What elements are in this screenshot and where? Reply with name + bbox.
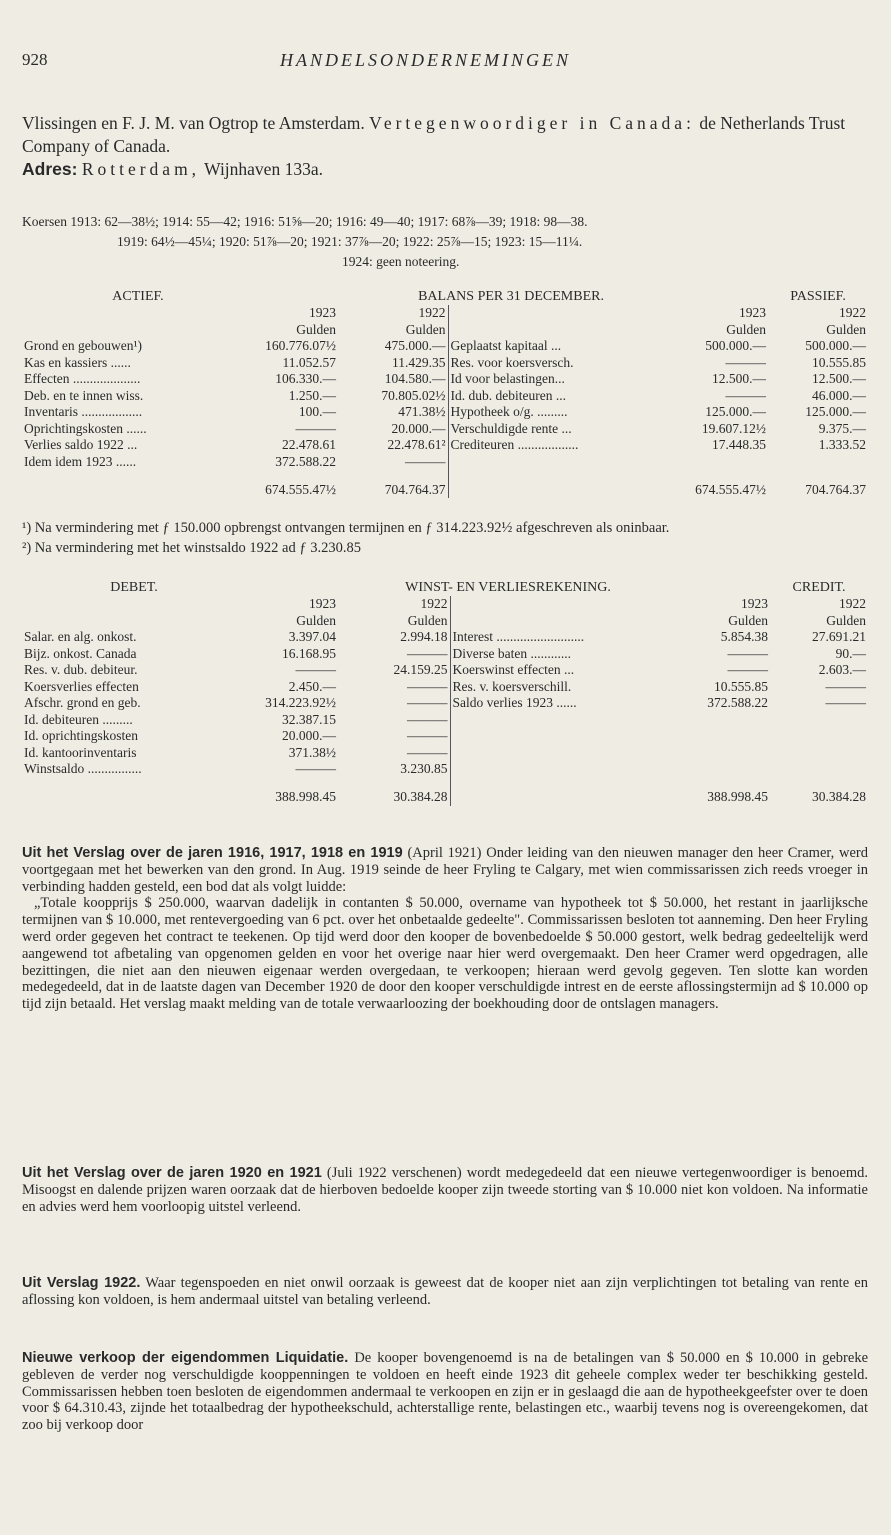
winst-total-d2: 30.384.28 — [393, 789, 448, 804]
balans-r-value-1923: 125.000.— — [705, 404, 767, 419]
winst-year-row — [22, 596, 868, 613]
balans-r-right-label: Res. voor koersversch. — [448, 355, 676, 372]
balans-title-row — [22, 283, 868, 305]
winst-year-d2: 1922 — [420, 596, 448, 611]
balans-unit-row — [22, 322, 868, 339]
winst-r-right-label — [450, 745, 680, 762]
balans-l-left-label: Idem idem 1923 ...... — [24, 453, 137, 469]
balans-r-value-1922: 500.000.— — [805, 338, 867, 353]
winst-r-right-label — [450, 728, 680, 745]
winst-r-right-label: Saldo verlies 1923 ...... — [450, 695, 680, 712]
winst-year-d1: 1923 — [309, 596, 336, 611]
winst-l-left-label: Bijz. onkost. Canada — [24, 645, 137, 661]
balans-l-value-1922: 70.805.02½ — [381, 387, 446, 403]
balans-r-right-label: Crediteuren .................. — [448, 437, 676, 454]
winst-l-value-1922: ——— — [407, 695, 448, 710]
footnote-2: ²) Na vermindering met het winstsaldo 1922 ad ƒ 3.230.85 — [22, 540, 361, 556]
verslag-1920-text: (Juli 1922 verschenen) wordt medegedeeld dat een nieuwe vertegenwoordiger is benoemd. Misoogst en dalende prijzen waren oorzaak dat de hierboven bedoelde kooper zijn tweede storting van $ 10.000 niet kon voldoen. Na informatie en advies werd hem voorloopig uitstel verleend. — [22, 1165, 868, 1215]
winst-r-value-1923: 5.854.38 — [720, 629, 769, 644]
winst-l-value-1923: 32.387.15 — [282, 711, 336, 727]
verslag-1920-section — [22, 1165, 868, 1215]
balans-r-right-label: Hypotheek o/g. ......... — [448, 404, 676, 421]
page-number: 928 — [22, 50, 48, 69]
balans-l-left-label: Grond en gebouwen¹) — [24, 338, 143, 353]
winst-row — [22, 712, 868, 729]
balans-row — [22, 338, 868, 355]
balans-r-right-label: Id voor belastingen... — [448, 371, 676, 388]
winst-l-left-label: Winstsaldo ................ — [24, 761, 142, 776]
winst-r-right-label: Koerswinst effecten ... — [450, 662, 680, 679]
balans-total-a1: 674.555.47½ — [265, 481, 336, 497]
balans-l-value-1923: 11.052.57 — [282, 354, 336, 370]
balans-row — [22, 388, 868, 405]
winst-r-right-label: Interest .......................... — [450, 629, 680, 646]
balans-title: BALANS PER 31 DECEMBER. — [418, 288, 604, 304]
verslag-1916-text1: (April 1921) Onder leiding van den nieuwen manager den heer Cramer, werd voortgegaan met het bewerken van den grond. In Aug. 1919 seinde de heer Fryling te Calgary, met wien commissarissen zich reeds vroeger in verbinding hadden gesteld, een bod dat als volgt luidde: — [22, 845, 869, 895]
balans-year-row — [22, 305, 868, 322]
balans-r-right-label: Id. dub. debiteuren ... — [448, 388, 676, 405]
winst-l-left-label: Afschr. grond en geb. — [24, 695, 141, 710]
balans-r-value-1922 — [768, 454, 868, 471]
winst-r-value-1923: ——— — [727, 662, 769, 677]
intro-line2: de Netherlands Trust Company of Canada. — [22, 113, 846, 156]
winst-row — [22, 629, 868, 646]
balans-r-value-1922: 9.375.— — [818, 420, 867, 436]
balans-l-value-1923: 106.330.— — [275, 371, 336, 386]
balans-r-value-1923: 19.607.12½ — [701, 420, 767, 436]
winst-year-c1: 1923 — [741, 596, 769, 611]
winst-total-d1: 388.998.45 — [275, 789, 336, 804]
balans-unit-p1: Gulden — [726, 321, 767, 337]
balans-l-left-label: Kas en kassiers ...... — [24, 354, 131, 370]
winst-l-value-1923: 16.168.95 — [282, 645, 336, 661]
winst-r-value-1923: 10.555.85 — [714, 678, 769, 694]
balans-year-a1: 1923 — [309, 305, 336, 320]
winst-row — [22, 695, 868, 712]
winst-row — [22, 646, 868, 663]
balans-l-left-label: Inventaris .................. — [24, 404, 143, 419]
balans-r-right-label: Verschuldigde rente ... — [448, 421, 676, 438]
balans-l-value-1922: 104.580.— — [384, 371, 446, 386]
balans-r-value-1922: 10.555.85 — [812, 354, 867, 370]
winst-row — [22, 761, 868, 778]
balans-body — [22, 338, 868, 470]
winst-body — [22, 629, 868, 778]
balans-year-p2: 1922 — [839, 305, 867, 320]
winst-right-label: CREDIT. — [792, 579, 846, 595]
winst-row — [22, 679, 868, 696]
winst-r-value-1922 — [770, 712, 868, 729]
winst-l-value-1923: ——— — [295, 761, 336, 776]
winst-left-label: DEBET. — [110, 579, 158, 595]
winst-r-value-1922: 90.— — [835, 645, 867, 661]
winst-l-left-label: Id. debiteuren ......... — [24, 711, 133, 727]
footnote-1: ¹) Na vermindering met ƒ 150.000 opbrengst ontvangen termijnen en ƒ 314.223.92½ afgeschreven als oninbaar. — [22, 520, 670, 536]
balans-row — [22, 404, 868, 421]
balans-l-left-label: Deb. en te innen wiss. — [24, 387, 144, 403]
balans-l-value-1922: 475.000.— — [384, 338, 446, 353]
balans-r-value-1923: ——— — [725, 387, 767, 403]
balans-l-left-label: Verlies saldo 1922 ... — [24, 437, 138, 452]
winst-unit-d1: Gulden — [296, 612, 336, 628]
winst-r-value-1922 — [770, 761, 868, 778]
winst-l-value-1922: ——— — [407, 645, 448, 661]
balans-unit-a1: Gulden — [296, 321, 336, 337]
winst-r-value-1922: ——— — [825, 695, 867, 710]
winst-row — [22, 662, 868, 679]
balans-l-value-1922: 20.000.— — [391, 420, 446, 436]
balans-l-value-1923: 22.478.61 — [282, 437, 336, 452]
balans-row — [22, 437, 868, 454]
adres-city: Rotterdam, — [81, 159, 201, 179]
winst-l-value-1923: 3.397.04 — [288, 629, 336, 644]
winst-l-value-1923: 2.450.— — [288, 678, 336, 694]
balans-r-value-1922: 1.333.52 — [818, 437, 867, 452]
balans-r-right-label: Geplaatst kapitaal ... — [448, 338, 676, 355]
winst-total-c2: 30.384.28 — [812, 789, 867, 804]
winst-row — [22, 745, 868, 762]
winst-row — [22, 728, 868, 745]
balans-table — [22, 283, 868, 498]
winst-r-value-1923: 372.588.22 — [707, 695, 769, 710]
balans-l-value-1922: 22.478.61² — [387, 437, 446, 452]
winst-r-value-1922: 27.691.21 — [812, 629, 867, 644]
winst-r-right-label: Diverse baten ............ — [450, 646, 680, 663]
winst-l-value-1922: ——— — [407, 711, 448, 727]
winst-l-value-1922: ——— — [407, 744, 448, 760]
balans-l-value-1922: 471.38½ — [398, 404, 446, 419]
winst-unit-c2: Gulden — [826, 612, 867, 628]
winst-unit-d2: Gulden — [407, 612, 448, 628]
running-title: HANDELSONDERNEMINGEN — [280, 50, 571, 70]
intro-line1: Vlissingen en F. J. M. van Ogtrop te Amsterdam. — [22, 113, 365, 133]
winst-r-value-1922 — [770, 745, 868, 762]
balans-row — [22, 355, 868, 372]
balans-total-p1: 674.555.47½ — [695, 481, 767, 497]
balans-year-p1: 1923 — [739, 305, 767, 320]
koersen-line2: 1919: 64½—45¼; 1920: 51⅞—20; 1921: 37⅞—20; 1922: 25⅞—15; 1923: 15—11¼. — [117, 234, 583, 249]
balans-row — [22, 421, 868, 438]
balans-l-value-1922: 11.429.35 — [392, 354, 446, 370]
winst-l-value-1922: 24.159.25 — [393, 662, 448, 677]
balans-unit-a2: Gulden — [405, 321, 446, 337]
winst-r-value-1922 — [770, 728, 868, 745]
winst-totals-row — [22, 778, 868, 806]
winst-l-value-1923: ——— — [295, 662, 336, 677]
verslag-1922-section — [22, 1275, 868, 1309]
winst-l-value-1922: ——— — [407, 678, 448, 694]
verkoop-heading: Nieuwe verkoop der eigendommen Liquidatie. — [22, 1350, 349, 1366]
winst-r-right-label: Res. v. koersverschill. — [450, 679, 680, 696]
winst-r-value-1923: ——— — [727, 645, 769, 661]
balans-row — [22, 454, 868, 471]
balans-r-value-1923: ——— — [725, 354, 767, 370]
verslag-1916-heading: Uit het Verslag over de jaren 1916, 1917, 1918 en 1919 — [22, 845, 403, 861]
balans-l-value-1922: ——— — [405, 453, 446, 469]
verkoop-section — [22, 1350, 868, 1434]
winst-title: WINST- EN VERLIESREKENING. — [405, 579, 611, 595]
verkoop-text: De kooper bovengenoemd is na de betalingen van $ 50.000 en $ 10.000 in gebreke gebleven de verder nog verschuldigde kooppenningen te voldoen en heeft einde 1923 dit geheele complex weder ter beschikking gesteld. Commissarissen hebben toen besloten de eigendommen andermaal te verkoopen en zijn er in geslaagd die aan de hypotheekgeefster over te doen voor $ 64.310.43, zijnde het totaalbedrag der hypotheekschuld, achterstallige rente, belastingen etc., waarbij tevens nog is overeengekomen, dat zoo bij verkoop door — [22, 1350, 869, 1434]
balans-l-value-1923: 160.776.07½ — [265, 338, 336, 353]
balans-total-a2: 704.764.37 — [384, 481, 446, 497]
winst-l-value-1923: 20.000.— — [282, 728, 336, 743]
winst-r-value-1923 — [680, 728, 770, 745]
balans-left-label: ACTIEF. — [112, 288, 164, 304]
vertegenwoordiger-label: Vertegenwoordiger in Canada: — [369, 113, 695, 133]
verslag-1922-heading: Uit Verslag 1922. — [22, 1275, 141, 1291]
balans-row — [22, 371, 868, 388]
winst-total-c1: 388.998.45 — [707, 789, 769, 804]
winst-l-left-label: Id. oprichtingskosten — [24, 728, 138, 743]
balans-l-left-label: Effecten .................... — [24, 371, 141, 386]
winst-r-right-label — [450, 761, 680, 778]
winst-r-right-label — [450, 712, 680, 729]
winst-r-value-1922: ——— — [825, 678, 867, 694]
page-header — [22, 50, 869, 80]
winst-r-value-1922: 2.603.— — [818, 662, 867, 677]
koersen-line3: 1924: geen noteering. — [342, 254, 460, 269]
balans-r-value-1922: 125.000.— — [805, 404, 867, 419]
balans-l-left-label: Oprichtingskosten ...... — [24, 420, 147, 436]
verslag-1922-text: Waar tegenspoeden en niet onwil oorzaak is geweest dat de kooper niet aan zijn verplichtingen tot betaling van rente en aflossing kon voldoen, is hem andermaal uitstel van betaling verleend. — [22, 1275, 868, 1308]
koersen-block — [22, 212, 868, 272]
winst-l-left-label: Id. kantoorinventaris — [24, 744, 137, 760]
winst-r-value-1923 — [680, 712, 770, 729]
balans-r-value-1923: 12.500.— — [712, 371, 767, 386]
balans-r-value-1923: 17.448.35 — [712, 437, 767, 452]
winst-l-value-1923: 371.38½ — [288, 744, 336, 760]
winst-l-left-label: Salar. en alg. onkost. — [24, 629, 137, 644]
balans-r-value-1923: 500.000.— — [705, 338, 767, 353]
winst-unit-c1: Gulden — [728, 612, 769, 628]
balans-footnotes — [22, 518, 868, 558]
balans-total-p2: 704.764.37 — [805, 481, 867, 497]
winst-l-value-1923: 314.223.92½ — [265, 695, 336, 710]
balans-r-value-1922: 12.500.— — [812, 371, 867, 386]
koersen-line1: Koersen 1913: 62—38½; 1914: 55—42; 1916: 51⅝—20; 1916: 49—40; 1917: 68⅞—39; 1918: 98—38. — [22, 214, 588, 229]
balans-l-value-1923: 1.250.— — [288, 387, 336, 403]
balans-totals-row — [22, 470, 868, 498]
winst-l-value-1922: ——— — [407, 728, 448, 743]
verslag-1916-text2: „Totale koopprijs $ 250.000, waarvan dadelijk in contanten $ 50.000, overname van hypotheek tot $ 50.000, het restant in jaarlijksche termijnen van $ 10.000, met rentevergoeding van 6 pct. over het onbetaalde gedeelte". Commissarissen besloten tot aanneming. Den heer Fryling werd order gegeven het contract te teekenen. Op tijd werd door den kooper de bovenbedoelde $ 50.000 gestort, welk bedrag gedeeltelijk werd aangewend tot afbetaling van opgenomen gelden en voor het overige naar hier werd overgemaakt. Den heer Cramer werd opgedragen, alle bezittingen, die niet aan den nieuwen eigenaar werden overgedaan, te verkoopen; hieraan werd gevolg gegeven. Ten slotte kan worden medegedeeld, dat in de laatste dagen van December 1920 de door den kooper verschuldigde intrest en de eerste aflossingstermijn ad $ 10.000 op tijd zijn betaald. Het verslag maakt melding van de totale verwaarloozing der boekhouding door de ontslagen managers. — [22, 895, 868, 1013]
winst-table — [22, 574, 868, 806]
winst-l-value-1922: 2.994.18 — [400, 629, 448, 644]
balans-r-value-1922: 46.000.— — [812, 387, 867, 403]
winst-l-left-label: Res. v. dub. debiteur. — [24, 662, 138, 677]
winst-unit-row — [22, 613, 868, 630]
adres-label: Adres: — [22, 159, 78, 179]
balans-r-value-1923 — [676, 454, 768, 471]
intro-paragraph — [22, 112, 868, 181]
balans-l-value-1923: ——— — [295, 420, 336, 436]
balans-l-value-1923: 372.588.22 — [275, 453, 336, 469]
balans-unit-p2: Gulden — [826, 321, 867, 337]
adres-street: Wijnhaven 133a. — [204, 159, 323, 179]
verslag-1916-section — [22, 845, 868, 1013]
winst-title-row — [22, 574, 868, 596]
verslag-1920-heading: Uit het Verslag over de jaren 1920 en 1921 — [22, 1165, 322, 1181]
winst-l-left-label: Koersverlies effecten — [24, 678, 139, 694]
winst-year-c2: 1922 — [839, 596, 867, 611]
balans-r-right-label — [448, 454, 676, 471]
winst-r-value-1923 — [680, 745, 770, 762]
winst-l-value-1922: 3.230.85 — [400, 761, 448, 776]
winst-r-value-1923 — [680, 761, 770, 778]
balans-l-value-1923: 100.— — [298, 404, 336, 419]
balans-year-a2: 1922 — [418, 305, 446, 320]
balans-right-label: PASSIEF. — [790, 288, 846, 304]
